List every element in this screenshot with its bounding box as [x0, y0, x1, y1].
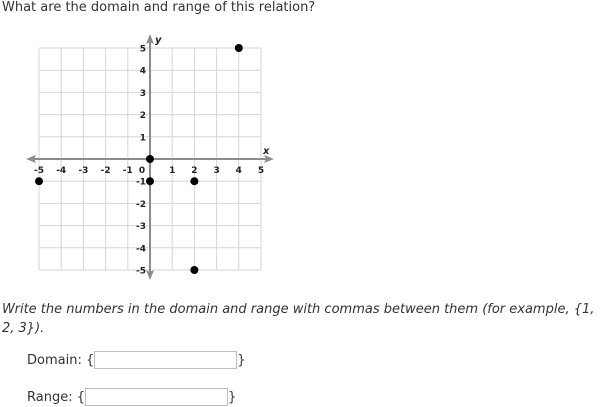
y-tick-label: 3 — [139, 88, 146, 99]
y-tick-label: 5 — [139, 44, 146, 55]
y-tick-label: 1 — [139, 133, 146, 144]
range-answer-row — [27, 388, 236, 406]
data-point — [146, 155, 154, 163]
coordinate-graph — [0, 30, 290, 290]
x-tick-label: -1 — [122, 166, 133, 176]
range-close-brace: } — [228, 389, 237, 405]
data-point — [190, 177, 198, 185]
x-tick-label: -3 — [78, 166, 89, 176]
x-tick-label: 5 — [257, 166, 265, 176]
x-tick-label: -4 — [56, 166, 67, 176]
data-point — [190, 266, 198, 274]
domain-input[interactable] — [94, 351, 237, 369]
y-tick-label: -2 — [136, 199, 146, 210]
y-axis-label: y — [155, 35, 162, 46]
data-point — [235, 44, 243, 52]
x-tick-label: -2 — [100, 166, 111, 176]
y-tick-label: -5 — [136, 266, 146, 277]
data-point — [35, 177, 43, 185]
y-tick-label: -1 — [136, 177, 146, 188]
domain-label: Domain: — [27, 352, 86, 368]
x-axis-label: x — [263, 146, 270, 157]
y-tick-label: -3 — [136, 222, 146, 233]
y-tick-label: 2 — [139, 111, 146, 122]
data-point — [146, 177, 154, 185]
x-tick-label: 3 — [213, 166, 220, 176]
x-tick-label: 4 — [235, 166, 242, 176]
x-tick-label: 0 — [138, 166, 146, 176]
x-tick-label: 2 — [191, 166, 198, 176]
domain-open-brace: { — [85, 352, 95, 368]
question-text: What are the domain and range of this relation? — [2, 0, 316, 15]
y-tick-label: -4 — [136, 244, 146, 255]
domain-answer-row — [27, 351, 246, 369]
domain-close-brace: } — [237, 352, 246, 368]
y-tick-label: 4 — [139, 66, 146, 77]
range-label: Range: — [27, 389, 77, 405]
range-open-brace: { — [76, 389, 85, 405]
x-tick-label: 1 — [169, 166, 176, 176]
x-tick-label: -5 — [34, 166, 44, 176]
instructions-text: Write the numbers in the domain and range with commas between them (for example, {1, 2, 3}). — [2, 302, 595, 336]
range-input[interactable] — [85, 388, 228, 406]
